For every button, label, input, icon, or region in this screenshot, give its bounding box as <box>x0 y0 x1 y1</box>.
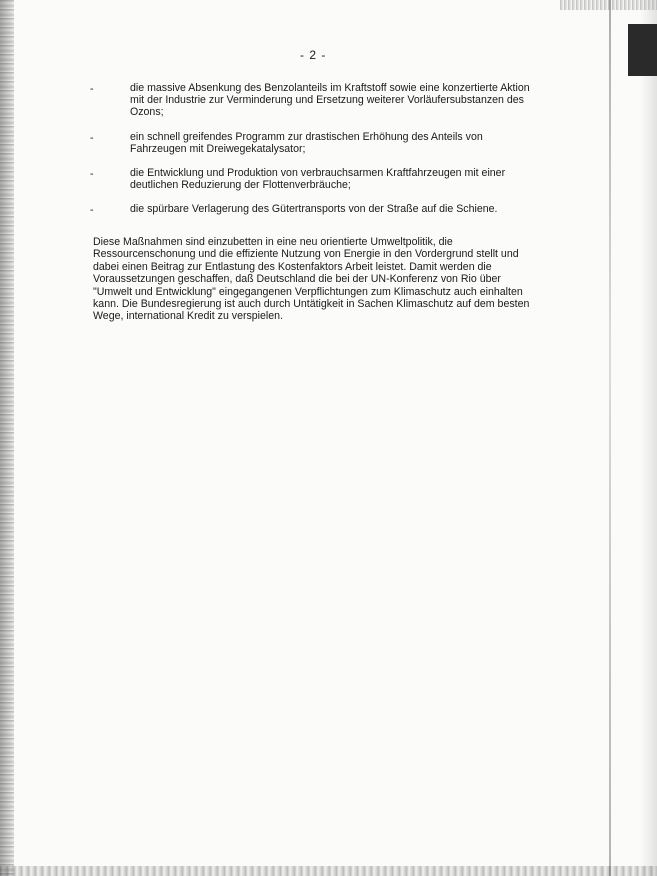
scan-edge-left <box>0 0 14 876</box>
body-paragraph: Diese Maßnahmen sind einzubetten in eine neu orientierte Umweltpolitik, die Ressourcenschonung und die effiziente Nutzung von Energie in den Vordergrund stellt und dabei einen Beitrag zur Entlastung des Kostenfaktors Arbeit leistet. Damit werden die Voraussetzungen geschaffen, daß Deutschland die bei der UN-Konferenz von Rio über "Umwelt und Entwicklung" eingegangenen Verpflichtungen zum Klimaschutz auch einhalten kann. Die Bundesregierung ist auch durch Untätigkeit in Sachen Klimaschutz auf dem besten Wege, international Kredit zu verspielen. <box>93 236 530 323</box>
list-item <box>90 203 530 215</box>
list-item <box>90 131 530 155</box>
list-item <box>90 167 530 191</box>
list-item-text: die massive Absenkung des Benzolanteils im Kraftstoff sowie eine konzertierte Aktion mit der Industrie zur Verminderung und Ersetzung weiterer Vorläufersubstanzen des Ozons; <box>130 82 530 119</box>
bullet-list <box>90 82 530 228</box>
scan-edge-right-bar <box>628 24 657 76</box>
list-item-text: die spürbare Verlagerung des Gütertransports von der Straße auf die Schiene. <box>130 203 498 216</box>
bullet-marker: - <box>90 131 94 144</box>
scan-edge-right <box>640 0 657 876</box>
scan-edge-right-line <box>609 0 611 876</box>
bullet-marker: - <box>90 83 94 95</box>
scan-edge-bottom <box>0 866 657 876</box>
list-item-text: die Entwicklung und Produktion von verbrauchsarmen Kraftfahrzeugen mit einer deutlichen Reduzierung der Flottenverbräuche; <box>130 167 506 192</box>
bullet-marker: - <box>90 168 94 181</box>
bullet-marker: - <box>90 204 94 217</box>
list-item <box>90 82 530 119</box>
page-number: - 2 - <box>300 48 327 62</box>
list-item-text: ein schnell greifendes Programm zur drastischen Erhöhung des Anteils von Fahrzeugen mit Dreiwegekatalysator; <box>130 130 483 155</box>
